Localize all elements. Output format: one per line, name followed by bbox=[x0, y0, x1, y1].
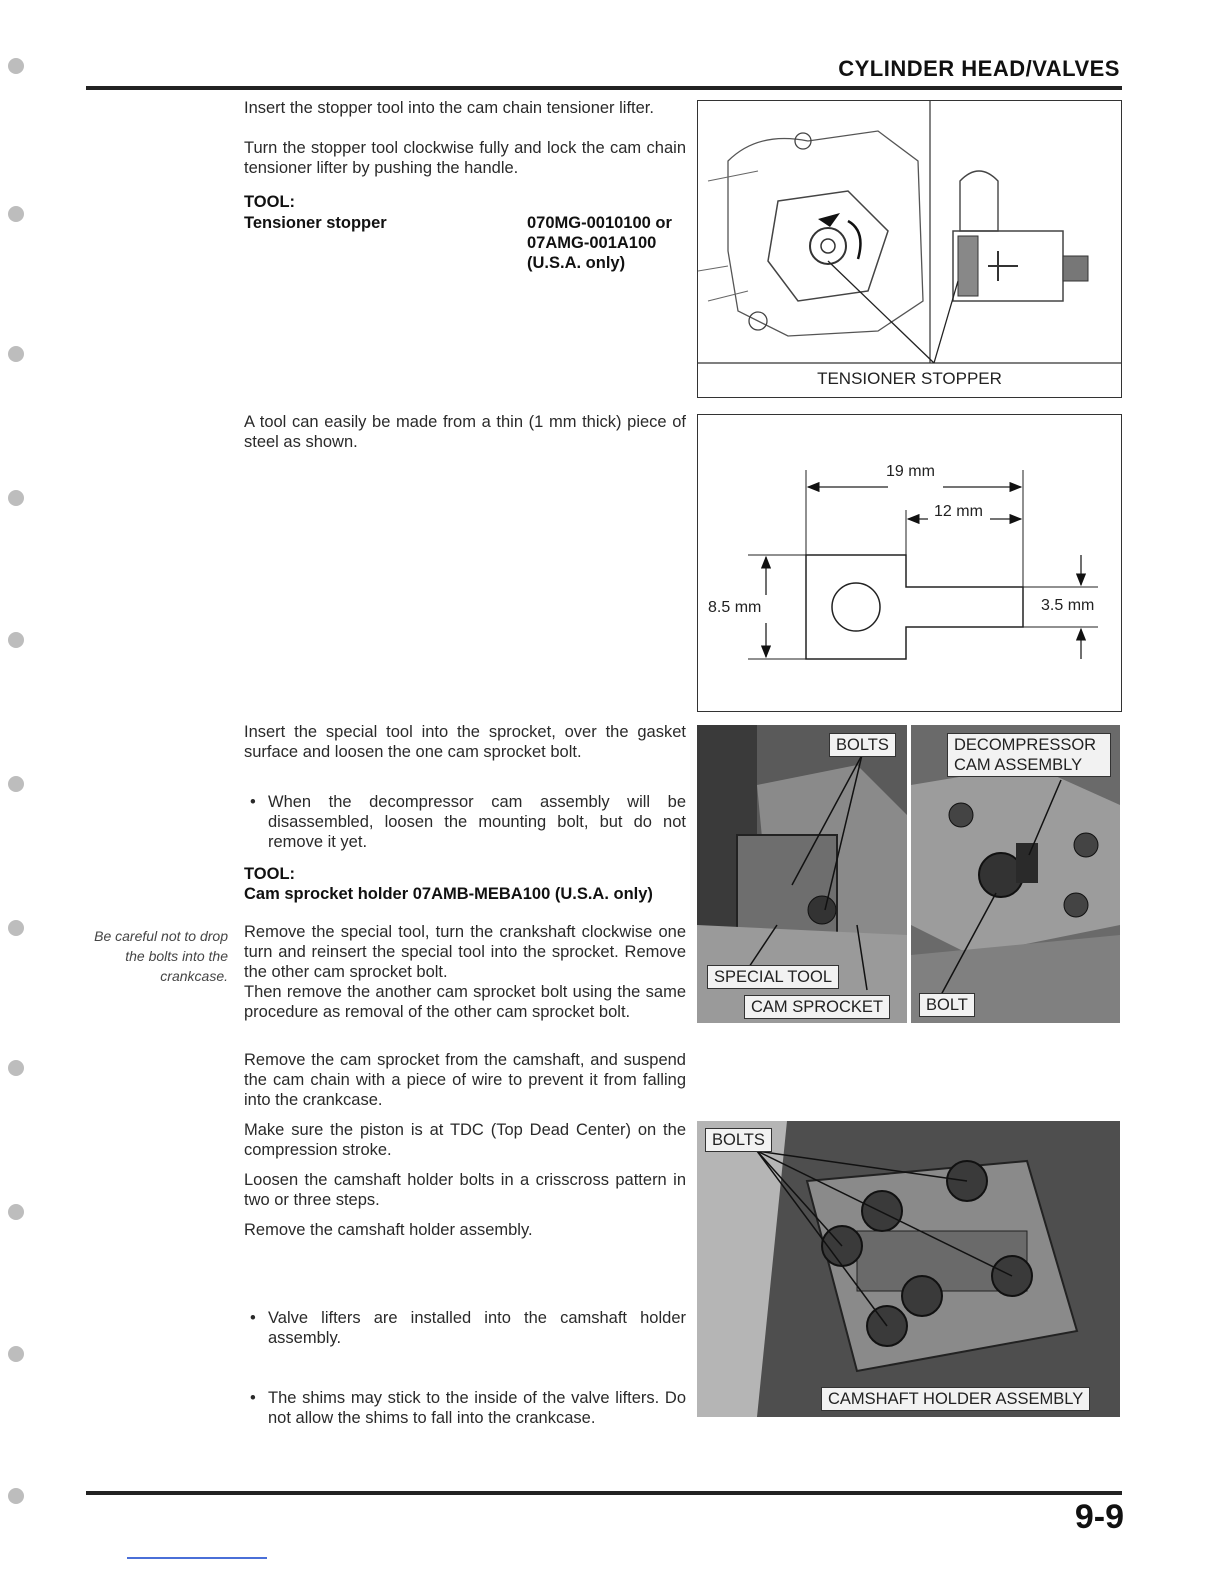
section3-paragraph-6: Loosen the camshaft holder bolts in a crisscross pattern in two or three steps. bbox=[244, 1171, 686, 1209]
label-cam-sprocket: CAM SPROCKET bbox=[744, 995, 890, 1019]
label-camshaft-holder-assembly: CAMSHAFT HOLDER ASSEMBLY bbox=[821, 1387, 1090, 1411]
dimension-19mm: 19 mm bbox=[886, 463, 935, 480]
section3-bullet-2: • Valve lifters are installed into the camshaft holder assembly. bbox=[244, 1308, 686, 1348]
tensioner-stopper-caption: TENSIONER STOPPER bbox=[817, 369, 1002, 388]
page-header-title: CYLINDER HEAD/VALVES bbox=[838, 56, 1120, 81]
section1-tool-part-3: (U.S.A. only) bbox=[527, 254, 626, 272]
dimension-12mm: 12 mm bbox=[934, 503, 983, 520]
label-bolts: BOLTS bbox=[829, 733, 896, 757]
binder-hole bbox=[8, 1204, 24, 1220]
binder-hole bbox=[8, 1060, 24, 1076]
section3-paragraph-2: Remove the special tool, turn the crankshaft clockwise one turn and reinsert the special tool into the sprocket. Remove the other cam sprocket bolt. bbox=[244, 923, 686, 981]
section3-bullet-1: • When the decompressor cam assembly will be disassembled, loosen the mounting bolt, but do not remove it yet. bbox=[244, 792, 686, 852]
binder-hole bbox=[8, 632, 24, 648]
camshaft-holder-photo-image bbox=[697, 1121, 1120, 1417]
tensioner-stopper-figure bbox=[697, 100, 1122, 398]
label-decompressor-cam-assembly: DECOMPRESSOR CAM ASSEMBLY bbox=[947, 733, 1111, 777]
section3-paragraph-4: Remove the cam sprocket from the camshaft, and suspend the cam chain with a piece of wire to prevent it from falling into the crankcase. bbox=[244, 1051, 686, 1109]
binder-hole bbox=[8, 1488, 24, 1504]
tool-dimension-drawing bbox=[698, 415, 1121, 711]
cam-sprocket-photo bbox=[697, 725, 907, 1023]
binder-hole bbox=[8, 776, 24, 792]
margin-caution-note: Be careful not to drop the bolts into the crankcase. bbox=[94, 928, 228, 984]
dimension-8-5mm: 8.5 mm bbox=[708, 599, 762, 616]
tool-dimension-figure bbox=[697, 414, 1122, 712]
section3-paragraph-7: Remove the camshaft holder assembly. bbox=[244, 1221, 533, 1239]
section3-tool-heading: TOOL: bbox=[244, 865, 296, 883]
section1-paragraph-2: Turn the stopper tool clockwise fully and lock the cam chain tensioner lifter by pushing the handle. bbox=[244, 139, 686, 177]
section3-bullet-3: • The shims may stick to the inside of the valve lifters. Do not allow the shims to fall into the crankcase. bbox=[244, 1388, 686, 1428]
label-special-tool: SPECIAL TOOL bbox=[707, 965, 839, 989]
binder-hole bbox=[8, 1346, 24, 1362]
footer-rule bbox=[86, 1491, 1122, 1495]
section3-paragraph-5: Make sure the piston is at TDC (Top Dead Center) on the compression stroke. bbox=[244, 1121, 686, 1159]
scan-underline-mark bbox=[127, 1557, 267, 1559]
label-bolts: BOLTS bbox=[705, 1128, 772, 1152]
section1-tool-heading: TOOL: bbox=[244, 193, 296, 211]
label-bolt: BOLT bbox=[919, 993, 975, 1017]
section1-paragraph-1: Insert the stopper tool into the cam chain tensioner lifter. bbox=[244, 99, 654, 117]
decompressor-photo bbox=[911, 725, 1120, 1023]
section3-paragraph-3: Then remove the another cam sprocket bolt using the same procedure as removal of the other cam sprocket bolt. bbox=[244, 983, 686, 1021]
binder-hole bbox=[8, 346, 24, 362]
section3-paragraph-1: Insert the special tool into the sprocket, over the gasket surface and loosen the one cam sprocket bolt. bbox=[244, 723, 686, 761]
binder-hole bbox=[8, 490, 24, 506]
header-rule bbox=[86, 86, 1122, 90]
camshaft-holder-photo bbox=[697, 1121, 1120, 1417]
section1-tool-part-2: 07AMG-001A100 bbox=[527, 234, 657, 252]
section3-tool-line: Cam sprocket holder 07AMB-MEBA100 (U.S.A. only) bbox=[244, 885, 653, 903]
tensioner-stopper-drawing bbox=[698, 101, 1121, 397]
section2-paragraph: A tool can easily be made from a thin (1 mm thick) piece of steel as shown. bbox=[244, 413, 686, 451]
binder-hole bbox=[8, 58, 24, 74]
section1-tool-name: Tensioner stopper bbox=[244, 214, 387, 232]
page-number: 9-9 bbox=[1074, 1498, 1124, 1536]
dimension-3-5mm: 3.5 mm bbox=[1041, 597, 1095, 614]
binder-hole bbox=[8, 206, 24, 222]
section1-tool-part-1: 070MG-0010100 or bbox=[527, 214, 672, 232]
binder-hole bbox=[8, 920, 24, 936]
